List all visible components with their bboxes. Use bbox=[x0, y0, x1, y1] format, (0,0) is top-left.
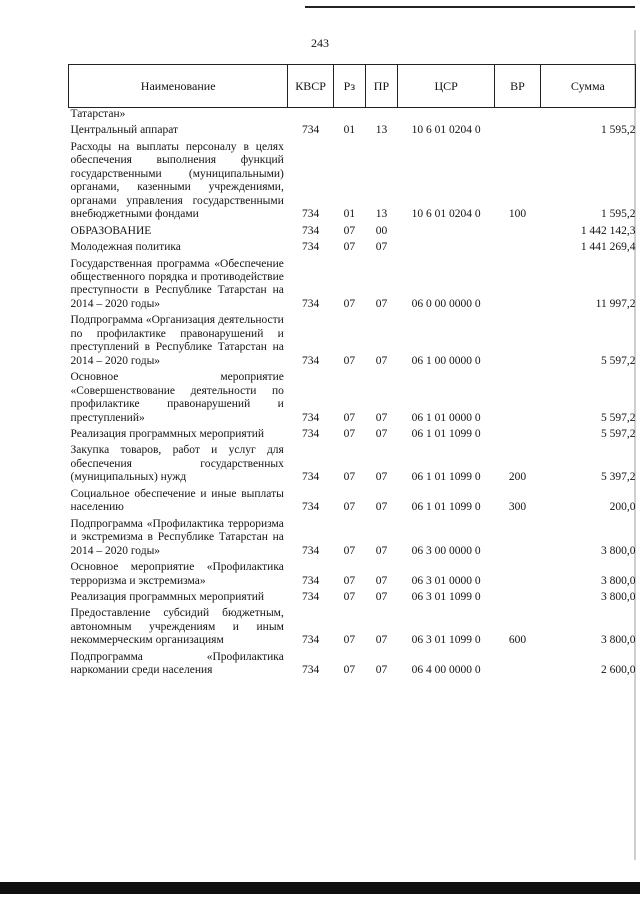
cell-csr: 06 4 00 0000 0 bbox=[411, 664, 481, 677]
table-row bbox=[69, 648, 636, 678]
cell-kvsr: 734 bbox=[301, 501, 320, 514]
cell-rz bbox=[333, 108, 365, 122]
cell-kvsr: 734 bbox=[301, 208, 320, 221]
cell-vr bbox=[495, 425, 541, 441]
cell-csr: 06 3 01 0000 0 bbox=[411, 574, 481, 587]
cell-csr: 06 1 01 1099 0 bbox=[411, 501, 481, 514]
cell-csr: 06 1 01 1099 0 bbox=[411, 471, 481, 484]
cell-vr bbox=[495, 588, 541, 604]
cell-pr: 07 bbox=[375, 664, 388, 677]
table-row bbox=[69, 121, 636, 137]
table-row bbox=[69, 441, 636, 484]
cell-sum: 1 442 142,3 bbox=[580, 224, 636, 237]
cell-rz: 07 bbox=[343, 411, 356, 424]
cell-name: Предоставление субсидий бюджетным, автономным учреждениям и иным некоммерческим организациям bbox=[70, 607, 284, 647]
cell-csr: 10 6 01 0204 0 bbox=[411, 124, 481, 137]
cell-kvsr bbox=[288, 108, 334, 122]
cell-vr bbox=[495, 255, 541, 312]
table-row bbox=[69, 222, 636, 238]
cell-kvsr: 734 bbox=[301, 634, 320, 647]
cell-kvsr: 734 bbox=[301, 590, 320, 603]
table-row bbox=[69, 138, 636, 222]
table-row bbox=[69, 238, 636, 254]
cell-name: Молодежная политика bbox=[70, 241, 181, 254]
cell-pr: 07 bbox=[375, 411, 388, 424]
cell-csr: 06 3 00 0000 0 bbox=[411, 544, 481, 557]
cell-kvsr: 734 bbox=[301, 124, 320, 137]
cell-sum: 5 397,2 bbox=[601, 471, 636, 484]
cell-sum: 3 800,0 bbox=[601, 544, 636, 557]
cell-vr bbox=[495, 515, 541, 558]
cell-pr: 07 bbox=[375, 634, 388, 647]
cell-rz: 07 bbox=[343, 634, 356, 647]
cell-kvsr: 734 bbox=[301, 544, 320, 557]
cell-sum: 1 441 269,4 bbox=[580, 241, 636, 254]
cell-vr bbox=[495, 311, 541, 368]
cell-csr: 06 3 01 1099 0 bbox=[411, 634, 481, 647]
cell-pr: 13 bbox=[375, 124, 388, 137]
cell-pr: 07 bbox=[375, 574, 388, 587]
cell-rz: 07 bbox=[343, 590, 356, 603]
cell-name: Государственная программа «Обеспечение общественного порядка и противодействие преступности в Республике Татарстан на 2014 – 2020 годы» bbox=[70, 257, 284, 310]
table-row bbox=[69, 558, 636, 588]
header-name: Наименование bbox=[69, 65, 288, 108]
cell-pr: 07 bbox=[375, 544, 388, 557]
cell-csr: 06 3 01 1099 0 bbox=[411, 590, 481, 603]
cell-name: Расходы на выплаты персоналу в целях обеспечения выполнения функций государственными (муниципальными) органами, казенными учреждениями, органами управления государственными внебюджетными фондами bbox=[70, 140, 284, 221]
cell-csr: 06 1 01 1099 0 bbox=[411, 427, 481, 440]
cell-pr: 07 bbox=[375, 501, 388, 514]
cell-vr bbox=[495, 238, 541, 254]
header-csr: ЦСР bbox=[397, 65, 494, 108]
cell-vr: 200 bbox=[508, 471, 527, 484]
cell-vr bbox=[495, 648, 541, 678]
table-row bbox=[69, 515, 636, 558]
cell-pr: 07 bbox=[375, 471, 388, 484]
cell-pr: 07 bbox=[375, 427, 388, 440]
cell-sum: 3 800,0 bbox=[601, 590, 636, 603]
cell-sum: 200,0 bbox=[609, 501, 636, 514]
cell-rz: 01 bbox=[343, 208, 356, 221]
table-row bbox=[69, 425, 636, 441]
cell-name: Социальное обеспечение и иные выплаты населению bbox=[70, 487, 284, 514]
scan-edge-bar bbox=[0, 882, 640, 894]
header-rz: Рз bbox=[333, 65, 365, 108]
cell-name: Центральный аппарат bbox=[70, 124, 179, 137]
cell-csr bbox=[397, 222, 494, 238]
cell-name: Подпрограмма «Профилактика терроризма и экстремизма в Республике Татарстан на 2014 – 2020 годы» bbox=[70, 517, 284, 557]
cell-rz: 07 bbox=[343, 224, 356, 237]
cell-name: Закупка товаров, работ и услуг для обеспечения государственных (муниципальных) нужд bbox=[70, 444, 284, 484]
table-row bbox=[69, 604, 636, 647]
cell-pr: 13 bbox=[375, 208, 388, 221]
cell-csr: 06 1 01 0000 0 bbox=[411, 411, 481, 424]
header-sum: Сумма bbox=[540, 65, 635, 108]
cell-kvsr: 734 bbox=[301, 411, 320, 424]
cell-sum: 2 600,0 bbox=[601, 664, 636, 677]
scan-edge-line bbox=[305, 6, 635, 8]
cell-vr bbox=[495, 222, 541, 238]
cell-rz: 07 bbox=[343, 427, 356, 440]
table-row bbox=[69, 255, 636, 312]
cell-csr: 06 1 00 0000 0 bbox=[411, 354, 481, 367]
cell-sum: 5 597,2 bbox=[601, 427, 636, 440]
cell-kvsr: 734 bbox=[301, 664, 320, 677]
cell-csr: 06 0 00 0000 0 bbox=[411, 297, 481, 310]
cell-sum: 5 597,2 bbox=[601, 411, 636, 424]
budget-table bbox=[68, 64, 636, 678]
table-header bbox=[69, 65, 636, 108]
cell-kvsr: 734 bbox=[301, 297, 320, 310]
cell-rz: 01 bbox=[343, 124, 356, 137]
table-row bbox=[69, 311, 636, 368]
cell-name: Основное мероприятие «Профилактика терроризма и экстремизма» bbox=[70, 561, 284, 587]
table-row bbox=[69, 108, 636, 122]
cell-rz: 07 bbox=[343, 544, 356, 557]
cell-name: Реализация программных мероприятий bbox=[70, 427, 265, 440]
cell-vr: 100 bbox=[508, 208, 527, 221]
cell-kvsr: 734 bbox=[301, 574, 320, 587]
cell-name: Татарстан» bbox=[70, 108, 126, 120]
cell-rz: 07 bbox=[343, 241, 356, 254]
cell-csr: 10 6 01 0204 0 bbox=[411, 208, 481, 221]
cell-pr: 07 bbox=[375, 297, 388, 310]
cell-rz: 07 bbox=[343, 574, 356, 587]
cell-vr bbox=[495, 558, 541, 588]
cell-name: Подпрограмма «Профилактика наркомании среди населения bbox=[70, 650, 284, 677]
cell-rz: 07 bbox=[343, 664, 356, 677]
header-pr: ПР bbox=[365, 65, 397, 108]
cell-sum: 3 800,0 bbox=[601, 574, 636, 587]
cell-csr bbox=[397, 238, 494, 254]
cell-name: Основное мероприятие «Совершенствование деятельности по профилактике правонарушений и преступлений» bbox=[70, 371, 284, 424]
cell-name: Реализация программных мероприятий bbox=[70, 590, 265, 603]
cell-name: ОБРАЗОВАНИЕ bbox=[70, 224, 152, 237]
cell-sum: 3 800,0 bbox=[601, 634, 636, 647]
cell-sum bbox=[540, 108, 635, 122]
cell-pr: 00 bbox=[375, 224, 388, 237]
cell-sum: 1 595,2 bbox=[601, 124, 636, 137]
cell-rz: 07 bbox=[343, 354, 356, 367]
cell-kvsr: 734 bbox=[301, 427, 320, 440]
cell-vr bbox=[495, 108, 541, 122]
header-vr: ВР bbox=[495, 65, 541, 108]
cell-pr bbox=[365, 108, 397, 122]
table-body bbox=[69, 108, 636, 678]
cell-kvsr: 734 bbox=[301, 241, 320, 254]
cell-vr bbox=[495, 368, 541, 425]
cell-sum: 11 997,2 bbox=[595, 297, 636, 310]
cell-pr: 07 bbox=[375, 354, 388, 367]
table-row bbox=[69, 485, 636, 515]
page-number: 243 bbox=[311, 36, 329, 50]
cell-sum: 1 595,2 bbox=[601, 208, 636, 221]
cell-sum: 5 597,2 bbox=[601, 354, 636, 367]
cell-kvsr: 734 bbox=[301, 471, 320, 484]
cell-rz: 07 bbox=[343, 501, 356, 514]
cell-pr: 07 bbox=[375, 241, 388, 254]
cell-pr: 07 bbox=[375, 590, 388, 603]
cell-rz: 07 bbox=[343, 471, 356, 484]
header-kvsr: КВСР bbox=[288, 65, 334, 108]
table-row bbox=[69, 368, 636, 425]
cell-csr bbox=[397, 108, 494, 122]
cell-vr bbox=[495, 121, 541, 137]
cell-vr: 600 bbox=[508, 634, 527, 647]
cell-rz: 07 bbox=[343, 297, 356, 310]
table-row bbox=[69, 588, 636, 604]
cell-name: Подпрограмма «Организация деятельности по профилактике правонарушений и преступлений в Республике Татарстан на 2014 – 2020 годы» bbox=[70, 314, 284, 367]
cell-kvsr: 734 bbox=[301, 224, 320, 237]
cell-kvsr: 734 bbox=[301, 354, 320, 367]
cell-vr: 300 bbox=[508, 501, 527, 514]
